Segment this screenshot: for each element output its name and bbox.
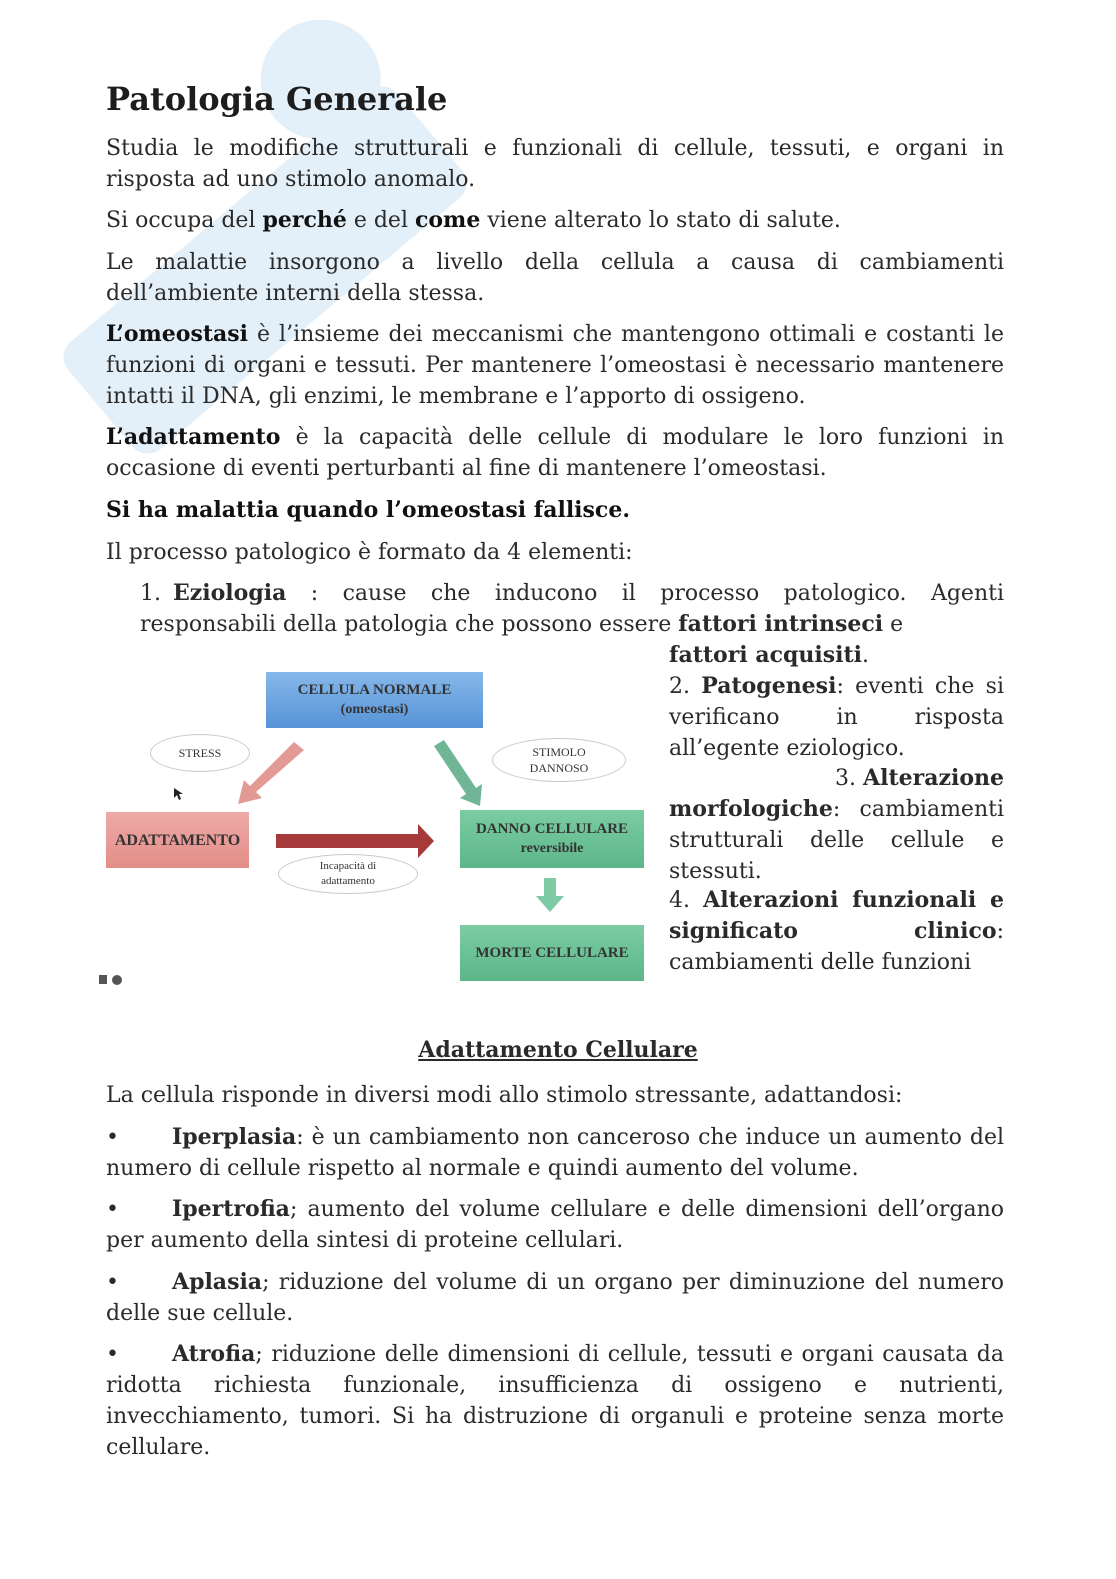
page-title: Patologia Generale: [106, 80, 448, 118]
bullet-iperplasia: • Iperplasia: è un cambiamento non canceroso che induce un aumento del numero di cellule rispetto al normale e quindi aumento del volume.: [106, 1124, 1004, 1181]
list-item-eziologia-cont: fattori acquisiti.: [669, 642, 869, 668]
disease-paragraph: Le malattie insorgono a livello della cellula a causa di cambiamenti dell’ambiente interni della stessa.: [106, 250, 1004, 306]
bullet-ipertrofia: • Ipertrofia; aumento del volume cellulare e delle dimensioni dell’organo per aumento della sintesi di proteine cellulari.: [106, 1196, 1004, 1253]
bullet-atrofia: • Atrofia; riduzione delle dimensioni di cellule, tessuti e organi causata da ridotta richiesta funzionale, insufficienza di ossigeno e nutrienti, invecchiamento, tumori. Si ha distruzione di organuli e proteine senza morte cellulare.: [106, 1341, 1004, 1460]
list-item-patogenesi: 2. Patogenesi: eventi che si verificano in risposta all’egente eziologico.: [669, 673, 1004, 761]
list-item-alterazione: 3. Alterazione: [835, 765, 1004, 791]
process-intro: Il processo patologico è formato da 4 elementi:: [106, 540, 633, 565]
incapacity-label: Incapacità di adattamento: [278, 854, 418, 894]
adaptation-paragraph: L’adattamento è la capacità delle cellule di modulare le loro funzioni in occasione di eventi perturbanti al fine di mantenere l’omeostasi.: [106, 424, 1004, 481]
harmful-stimulus-label: STIMOLO DANNOSO: [492, 738, 626, 782]
reversible-damage-box: DANNO CELLULARE reversibile: [460, 810, 644, 868]
stress-label: STRESS: [150, 734, 250, 772]
section-heading-adattamento: Adattamento Cellulare: [418, 1037, 698, 1063]
homeostasis-paragraph: L’omeostasi è l’insieme dei meccanismi che mantengono ottimali e costanti le funzioni di organi e tessuti. Per mantenere l’omeostasi è necessario mantenere intatti il DNA, gli enzimi, le membrane e l’apporto di ossigeno.: [106, 321, 1004, 409]
list-item-alterazione-cont: morfologiche: cambiamenti strutturali delle cellule e stessuti.: [669, 796, 1004, 884]
cell-death-box: MORTE CELLULARE: [460, 925, 644, 981]
intro-paragraph: Studia le modifiche strutturali e funzionali di cellule, tessuti, e organi in risposta ad uno stimolo anomalo.: [106, 136, 1004, 192]
cursor-icon: [174, 788, 183, 800]
adaptation-box: ADATTAMENTO: [106, 812, 249, 868]
list-item-eziologia: 1. Eziologia : cause che inducono il processo patologico. Agenti responsabili della patologia che possono essere fattori intrinseci e: [140, 580, 1004, 637]
disease-statement: Si ha malattia quando l’omeostasi fallisce.: [106, 497, 630, 523]
pathology-diagram: [96, 664, 656, 994]
small-icons: [98, 972, 128, 986]
death-arrow: [536, 878, 564, 912]
scope-paragraph: Si occupa del perché e del come viene alterato lo stato di salute.: [106, 207, 841, 233]
bullet-aplasia: • Aplasia; riduzione del volume di un organo per diminuzione del numero delle sue cellule.: [106, 1269, 1004, 1326]
incapacity-arrow: [276, 824, 434, 858]
damage-arrow: [434, 740, 482, 806]
list-item-funzionali: 4. Alterazioni funzionali e significato clinico: cambiamenti delle funzioni: [669, 887, 1004, 975]
section-intro: La cellula risponde in diversi modi allo stimolo stressante, adattandosi:: [106, 1083, 903, 1108]
normal-cell-box: CELLULA NORMALE (omeostasi): [266, 672, 483, 728]
